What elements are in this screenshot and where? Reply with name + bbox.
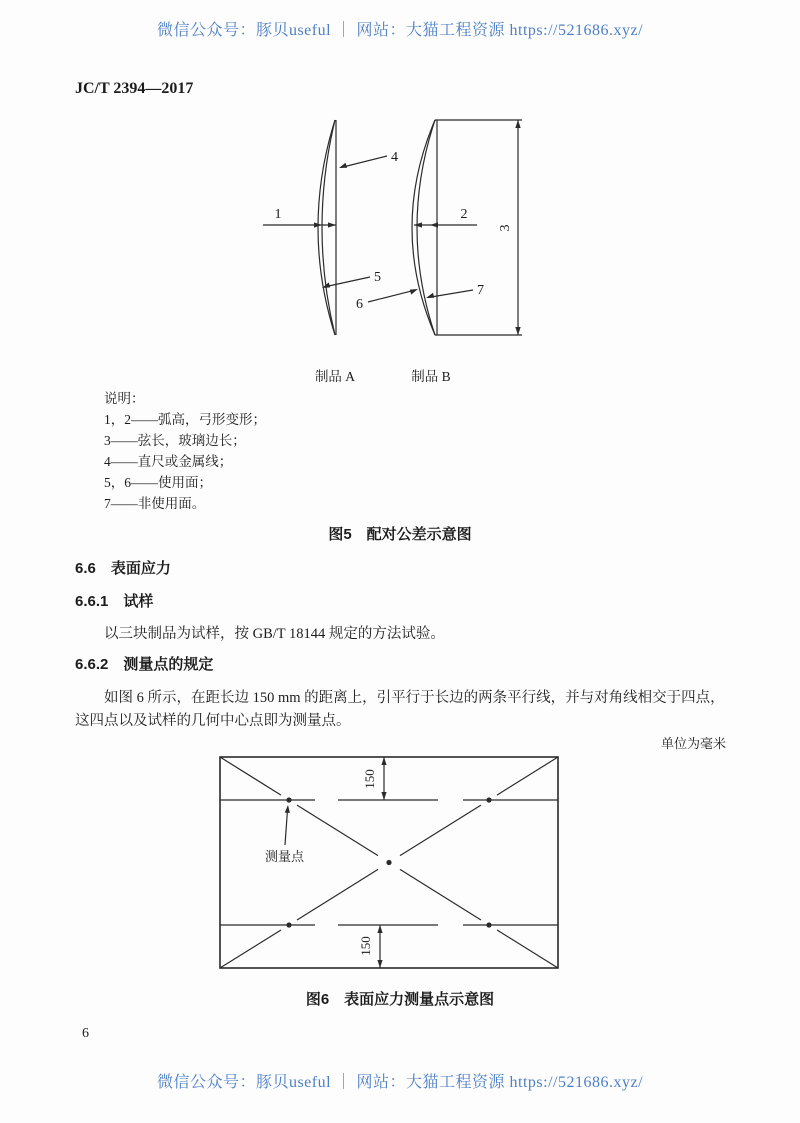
leader4-arrow [339, 163, 347, 168]
unit-note: 单位为毫米 [660, 736, 726, 751]
dim2-arrow-a [414, 222, 422, 227]
diagonal-tlbr [400, 869, 481, 920]
dim3-label: 3 [498, 224, 513, 232]
leader4-label: 4 [391, 150, 398, 165]
page-number: 6 [82, 1026, 89, 1041]
legend-item: 5，6——使用面； [104, 475, 212, 490]
dim3-arrow-down [515, 327, 520, 335]
dim-top-arrow-up [381, 757, 386, 765]
leader7-arrow [426, 293, 434, 298]
point-callout-label: 测量点 [265, 849, 305, 864]
measurement-point [286, 797, 291, 802]
diagonal-trbl [297, 869, 378, 920]
legend-item: 7——非使用面。 [104, 496, 206, 511]
figure5-caption: 图5 配对公差示意图 [328, 526, 472, 543]
leader6-arrow [410, 289, 418, 295]
product-a-inner-curve [322, 120, 335, 335]
doc-number: JC/T 2394—2017 [75, 80, 194, 97]
product-a-label: 制品 A [314, 369, 356, 384]
figure5-drawing [250, 105, 540, 390]
dim-bottom-arrow-up [377, 925, 382, 933]
paragraph-6-6-1: 以三块制品为试样，按 GB/T 18144 规定的方法试验。 [104, 626, 445, 642]
diagonal-tlbr [297, 805, 378, 856]
measurement-point [486, 922, 491, 927]
paragraph-6-6-2-line2: 这四点以及试样的几何中心点即为测量点。 [75, 713, 351, 729]
figure6-drawing [210, 750, 570, 978]
diagonal-trbl [400, 805, 481, 856]
legend-item: 1，2——弧高，弓形变形； [104, 412, 266, 427]
watermark-top: 微信公众号：豚贝useful ｜ 网站：大猫工程资源 https://521686.xyz/ [156, 22, 644, 39]
product-b-label: 制品 B [411, 369, 451, 384]
dim-top-arrow-down [381, 792, 386, 800]
product-a-outer-curve [318, 120, 335, 335]
section-6-6-heading: 6.6 表面应力 [75, 560, 171, 577]
figure5-legend [104, 388, 266, 514]
dim1-label: 1 [274, 207, 282, 222]
legend-item: 4——直尺或金属线； [104, 454, 233, 469]
dim1-arrow-b [328, 222, 336, 227]
figure6-caption: 图6 表面应力测量点示意图 [305, 991, 495, 1008]
paragraph-6-6-2-line1: 如图 6 所示，在距长边 150 mm 的距离上，引平行于长边的两条平行线，并与对角线相交于四点， [104, 690, 725, 706]
measurement-point [486, 797, 491, 802]
diagonal-tlbr [497, 930, 558, 968]
dim-bottom-arrow-down [377, 960, 382, 968]
dim-bottom-label: 150 [358, 936, 373, 956]
leader5-label: 5 [374, 270, 381, 285]
diagonal-trbl [220, 930, 281, 968]
dim2-arrow-b [430, 222, 438, 227]
diagonal-tlbr [220, 757, 281, 795]
watermark-bottom: 微信公众号：豚贝useful ｜ 网站：大猫工程资源 https://521686.xyz/ [156, 1074, 644, 1091]
leader6-label: 6 [356, 297, 363, 312]
dim-top-label: 150 [362, 769, 377, 789]
product-b-inner-curve [417, 120, 435, 335]
section-6-6-2-heading: 6.6.2 测量点的规定 [75, 656, 214, 673]
legend-title: 说明： [104, 391, 145, 406]
section-6-6-1-heading: 6.6.1 试样 [75, 593, 154, 610]
leader6-line [368, 290, 416, 302]
leader7-label: 7 [477, 283, 484, 298]
dim2-label: 2 [460, 207, 468, 222]
dim3-arrow-up [515, 120, 520, 128]
leader5-line [324, 277, 370, 287]
point-callout-arrow [285, 805, 290, 813]
diagonal-trbl [497, 757, 558, 795]
measurement-point-center [386, 860, 391, 865]
leader7-line [428, 290, 473, 298]
product-b-outer-curve [412, 120, 435, 335]
leader4-line [341, 156, 387, 168]
legend-item: 3——弦长，玻璃边长； [104, 433, 246, 448]
measurement-point [286, 922, 291, 927]
